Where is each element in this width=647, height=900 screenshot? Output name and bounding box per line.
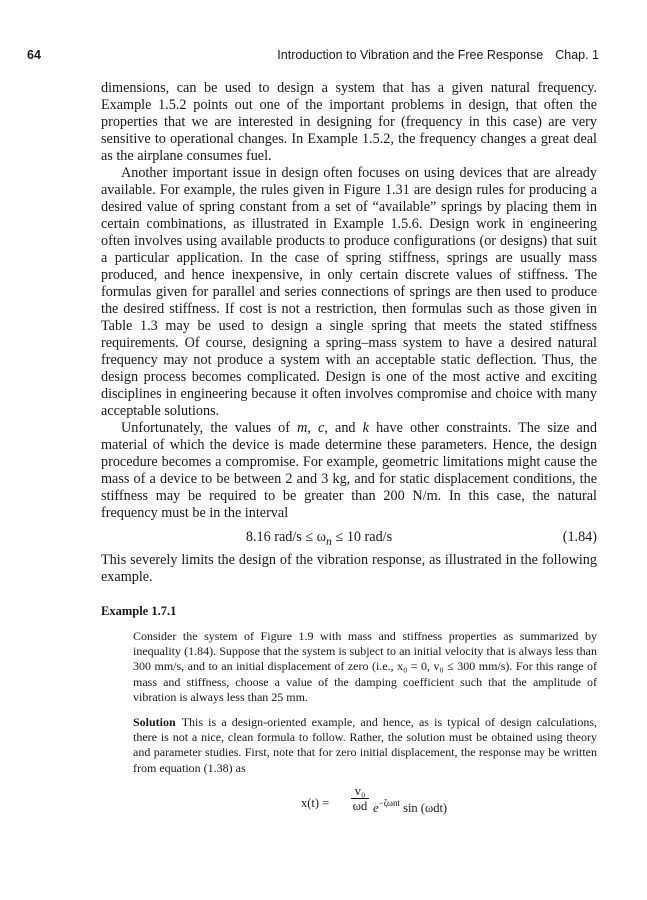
p3-var-m: m	[297, 420, 308, 436]
formula-fraction	[351, 784, 369, 814]
paragraph-1: dimensions, can be used to design a system that has a given natural frequency. Example 1.5.2 points out one of the important problems in design, that often the properties that we are interested in designing for (frequency in this case) are very sensitive to operational changes. In Example 1.5.2, the frequency changes a great deal as the airplane consumes fuel.	[101, 80, 597, 164]
page-number: 64	[27, 48, 41, 62]
p3-part-d: , and	[324, 420, 363, 436]
main-text	[101, 80, 597, 586]
eq-left: 8.16 rad/s ≤ ω	[245, 529, 327, 545]
p3-part-e: have other constraints. The size and material of which the device is made determine these parameters. Hence, the design procedure becomes a compromise. For example, geometric limitations might cause the mass of a device to be between 2 and 3 kg, and for static displacement conditions, the stiffness may be required to be greater than 200 N/m. In this case, the natural frequency must be in the interval	[101, 420, 597, 521]
example-title: Example 1.7.1	[101, 604, 177, 618]
formula-exponent: −ζωnt	[378, 797, 400, 808]
solution-text: This is a design-oriented example, and hence, as is typical of design calculations, there is not a nice, clean formula to follow. Rather, the solution must be obtained using theory and parameter studies. First, note that for zero initial displacement, the response may be written from equation (1.38) as	[133, 715, 597, 775]
p3-var-k: k	[362, 420, 369, 436]
chapter-label: Chap. 1	[555, 48, 599, 62]
paragraph-4: This severely limits the design of the vibration response, as illustrated in the following example.	[101, 552, 597, 585]
formula-rest	[373, 796, 447, 816]
p3-part-a: Unfortunately, the values of	[121, 420, 298, 436]
equation-number: (1.84)	[562, 529, 597, 545]
paragraph-2: Another important issue in design often focuses on using devices that are already available. For example, the rules given in Figure 1.31 are design rules for producing a desired value of spring constant from a set of “available” springs by placing them in certain combinations, as illustrated in Example 1.5.6. Design work in engineering often involves using available products to produce configurations (or designs) that suit a particular application. In the case of spring stiffness, springs are usually mass produced, and hence inexpensive, in only certain discrete values of stiffness. The formulas given for parallel and series connections of springs are then used to produce the desired stiffness. If cost is not a restriction, then formulas such as those given in Table 1.3 may be used to design a single spring that meets the stated stiffness requirements. Of course, designing a spring–mass system to have a desired natural frequency may not produce a system with an acceptable static deflection. Thus, the design process becomes complicated. Design is one of the most active and exciting disciplines in engineering because it often involves compromise and choice with many acceptable solutions.	[101, 165, 597, 419]
equation-1-84	[101, 528, 597, 548]
formula-exp-base: e	[373, 800, 379, 815]
p3-part-b: ,	[307, 420, 319, 436]
formula-lhs: x(t) =	[301, 795, 330, 810]
formula-denominator: ωd	[352, 798, 368, 813]
formula-numerator: v₀	[351, 784, 369, 799]
paragraph-3	[101, 420, 597, 522]
running-header	[27, 48, 599, 64]
example-solution	[133, 715, 597, 776]
p3-var-c: c	[318, 420, 325, 436]
eq-subscript: n	[326, 533, 332, 548]
example-problem: Consider the system of Figure 1.9 with mass and stiffness properties as summarized by inequality (1.84). Suppose that the system is subject to an initial velocity that is always less than 300 mm/s, and to an initial displacement of zero (i.e., x₀ = 0, v₀ ≤ 300 mm/s). For this range of mass and stiffness, choose a value of the damping coefficient such that the amplitude of vibration is always less than 25 mm.	[133, 629, 597, 704]
equation-body	[101, 529, 537, 550]
solution-label: Solution	[133, 715, 176, 730]
running-title-text: Introduction to Vibration and the Free Response	[277, 48, 544, 62]
formula-trig: sin (ωdt)	[403, 800, 448, 815]
running-title	[277, 48, 599, 62]
response-formula	[133, 784, 597, 824]
example-content	[133, 629, 597, 824]
example-box	[101, 604, 597, 824]
eq-right: ≤ 10 rad/s	[331, 529, 393, 545]
